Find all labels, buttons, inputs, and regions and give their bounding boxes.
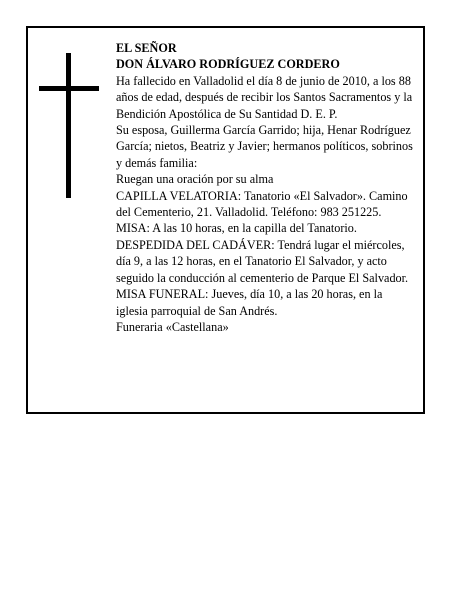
funeral-mass-info: MISA FUNERAL: Jueves, día 10, a las 20 horas, en la iglesia parroquial de San Andrés.: [116, 287, 383, 318]
prayer-request: Ruegan una oración por su alma: [116, 172, 274, 187]
funeral-home: Funeraria «Castellana»: [116, 319, 229, 334]
notice-title: EL SEÑOR: [116, 41, 177, 55]
deceased-name: DON ÁLVARO RODRÍGUEZ CORDERO: [116, 57, 340, 72]
mass-info: MISA: A las 10 horas, en la capilla del Tanatorio.: [116, 221, 357, 236]
chapel-info: CAPILLA VELATORIA: Tanatorio «El Salvador». Camino del Cementerio, 21. Valladolid. Teléfono: 983 251225.: [116, 188, 408, 220]
family-list: Su esposa, Guillerma García Garrido; hija, Henar Rodríguez García; nietos, Beatriz y Javier; hermanos políticos, sobrinos y demás familia:: [116, 123, 413, 170]
cross-icon: [39, 53, 99, 198]
farewell-info: DESPEDIDA DEL CADÁVER: Tendrá lugar el miércoles, día 9, a las 12 horas, en el Tanatorio El Salvador, y acto seguido la conducción al cementerio de Parque El Salvador.: [116, 237, 409, 285]
death-announcement: Ha fallecido en Valladolid el día 8 de junio de 2010, a los 88 años de edad, después de recibir los Santos Sacramentos y la Bendición Apostólica de Su Santidad D. E. P.: [116, 73, 413, 121]
obituary-notice: [26, 26, 425, 414]
notice-text: [116, 40, 416, 335]
